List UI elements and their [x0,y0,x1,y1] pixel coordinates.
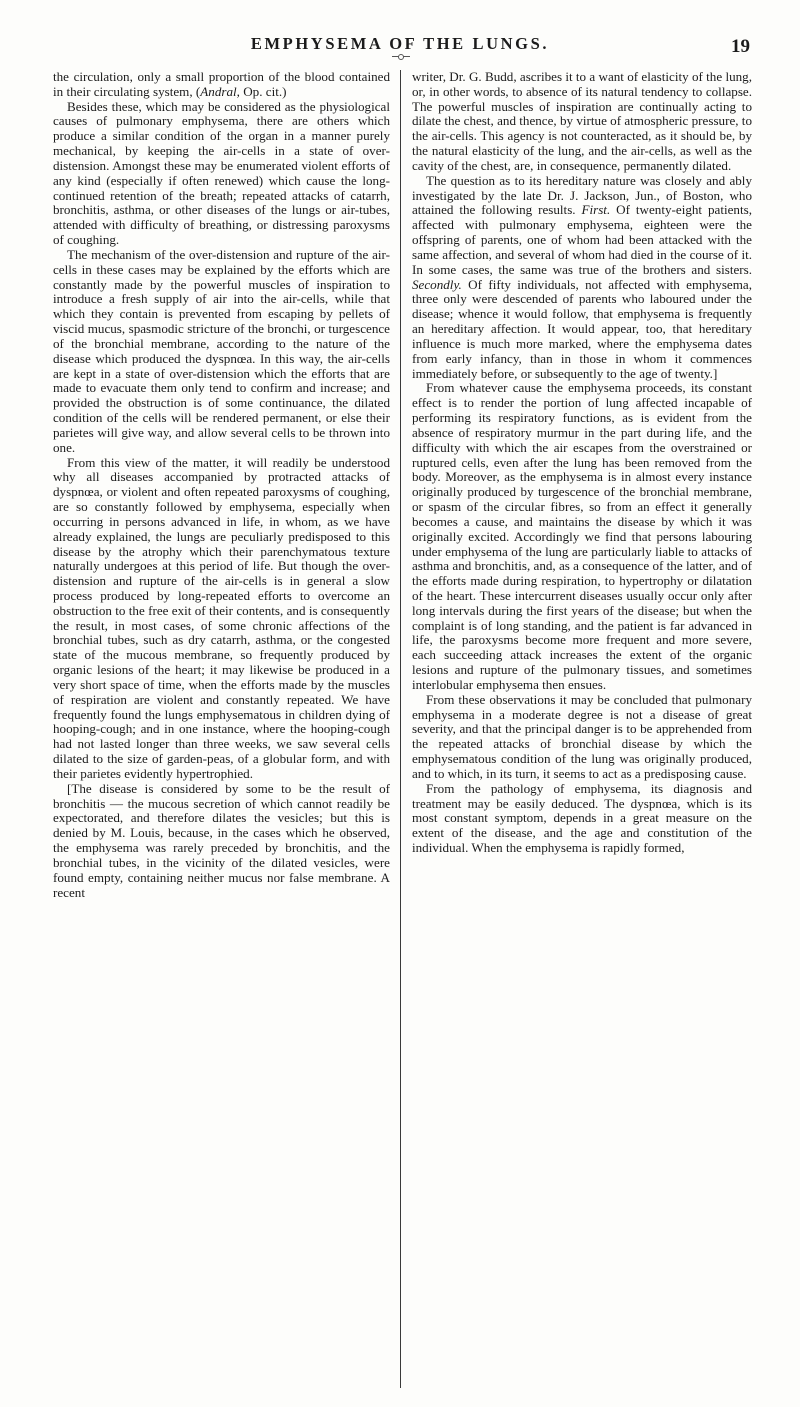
running-title: EMPHYSEMA OF THE LUNGS. [250,34,550,53]
paragraph [53,70,390,100]
page-number: 19 [731,36,750,57]
paragraph: From these observations it may be concluded that pulmonary emphysema in a moderate degree is not a disease of great severity, and that the principal danger is to be apprehended from the repeated attacks of bronchial disease by which the emphysematous condition of the lung was originally produced, and to which, in its turn, it seems to act as a predisposing cause. [412,691,752,781]
left-column [53,70,390,1392]
paragraph-text: The question as to its hereditary nature was closely and ably investigated by the late Dr. J. Jackson, Jun., of Boston, who attained the following results. [412,172,752,218]
right-column [412,70,752,1392]
column-rule [400,70,401,1388]
paragraph-text: Of fifty individuals, not affected with emphysema, three only were descended of parents who laboured under the disease; whence it would follow, that emphysema is frequently an hereditary affection. It would appear, too, that hereditary influence is much more marked, where the emphysema dates from early infancy, than in those in whom it commences immediately before, or subsequently to the age of twenty.] [412,276,752,381]
paragraph: From this view of the matter, it will readily be understood why all diseases accompanied by protracted attacks of dyspnœa, or violent and often repeated paroxysms of coughing, are so constantly followed by emphysema, especially when occurring in persons advanced in life, in whom, as we have already explained, the lungs are peculiarly predisposed to this disease by the atrophy which their parenchymatous texture naturally undergoes at this period of life. But though the over-distension and rupture of the air-cells is in general a slow process produced by long-repeated efforts to overcome an obstruction to the free exit of their contents, and is consequently the result, in most cases, of some chronic affections of the bronchial tubes, such as dry catarrh, asthma, or the congested state of the mucous membrane, so frequently produced by organic lesions of the heart; it may likewise be produced in a very short space of time, when the efforts made by the muscles of respiration are violent and constantly repeated. We have frequently found the lungs emphysematous in children dying of hooping-cough; and in one instance, where the hooping-cough had not lasted longer than three weeks, we saw several cells dilated to the size of garden-peas, of a globular form, and with their parietes evidently hypertrophied. [53,454,390,781]
paragraph: [The disease is considered by some to be the result of bronchitis — the mucous secretion of which cannot readily be expectorated, and therefore dilates the vesicles; but this is denied by M. Louis, because, in the cases which he observed, the emphysema was rarely preceded by bronchitis, and the bronchial tubes, in the vicinity of the dilated vesicles, were found empty, containing neither mucus nor false membrane. A recent [53,780,390,900]
header-ornament [392,56,410,61]
paragraph: From the pathology of emphysema, its diagnosis and treatment may be easily deduced. The dyspnœa, which is its most constant symptom, depends in a great measure on the extent of the disease, and the age and constitution of the individual. When the emphysema is rapidly formed, [412,780,752,856]
paragraph: Besides these, which may be considered as the physiological causes of pulmonary emphysema, there are others which produce a similar condition of the organ in a manner purely mechanical, by keeping the air-cells in a state of over-distension. Amongst these may be enumerated violent efforts of any kind (especially if often renewed) which cause the long-continued retention of the breath; repeated attacks of catarrh, bronchitis, asthma, or other diseases of the lungs or air-tubes, attended with difficulty of breathing, or distressing paroxysms of coughing. [53,98,390,248]
enumeration-second: Secondly. [412,276,462,292]
citation-author: Andral, [200,83,240,99]
enumeration-first: First. [581,202,611,218]
paragraph: The mechanism of the over-distension and rupture of the air-cells in these cases may be explained by the efforts which are constantly made by the powerful muscles of inspiration to introduce a fresh supply of air into the air-cells, while that which they contain is prevented from escaping by pellets of viscid mucus, spasmodic stricture of the bronchi, or turgescence of the bronchial membrane, according to the nature of the disease which produced the dyspnœa. In this way, the air-cells are kept in a state of over-distension which the efforts that are made to evacuate them only tend to confirm and increase; and provided the obstruction is of some continuance, the dilated condition of the cells will be rendered permanent, or else their parietes will give way, and allow several cells to be thrown into one. [53,246,390,455]
paragraph-text: Of twenty-eight patients, affected with pulmonary emphysema, eighteen were the offspring of parents, one of whom had been attacked with the same affection, and several of whom had died in the course of it. In some cases, the same was true of the brothers and sisters. [412,202,752,277]
paragraph-text: the circulation, only a small proportion of the blood contained in their circulating system, ( [53,70,390,99]
citation-text: Op. cit.) [239,83,287,99]
paragraph [412,174,752,382]
paragraph: From whatever cause the emphysema proceeds, its constant effect is to render the portion of lung affected incapable of performing its respiratory functions, as is evident from the absence of respiratory murmur in the part during life, and the difficulty with which the air escapes from the overstrained or ruptured cells, even after the lung has been removed from the body. Moreover, as the emphysema is in almost every instance originally produced by turgescence of the bronchial membrane, or spasm of the circular fibres, so from an effect it generally becomes a cause, and maintains the disease by which it was originally excited. Accordingly we find that persons labouring under emphysema of the lung are particularly liable to attacks of asthma and bronchitis, and, as a consequence of the latter, and of the efforts made during respiration, to hypertrophy or dilatation of the heart. These intercurrent diseases usually occur only after long intervals during the first years of the disease; but when the complaint is of long standing, and the patient is far advanced in life, the paroxysms become more frequent and more severe, each succeeding attack increases the extent of the organic lesions and rupture of the pulmonary tissues, and sometimes interlobular emphysema then ensues. [412,380,752,692]
paragraph: writer, Dr. G. Budd, ascribes it to a want of elasticity of the lung, or, in other words, to absence of its natural tendency to collapse. The powerful muscles of inspiration are continually acting to dilate the chest, and thence, by virtue of atmospheric pressure, to the air-cells. This agency is not counteracted, as it should be, by the natural elasticity of the lung, and the air-cells, as well as the cavity of the chest, are, in consequence, permanently dilated. [412,70,752,173]
